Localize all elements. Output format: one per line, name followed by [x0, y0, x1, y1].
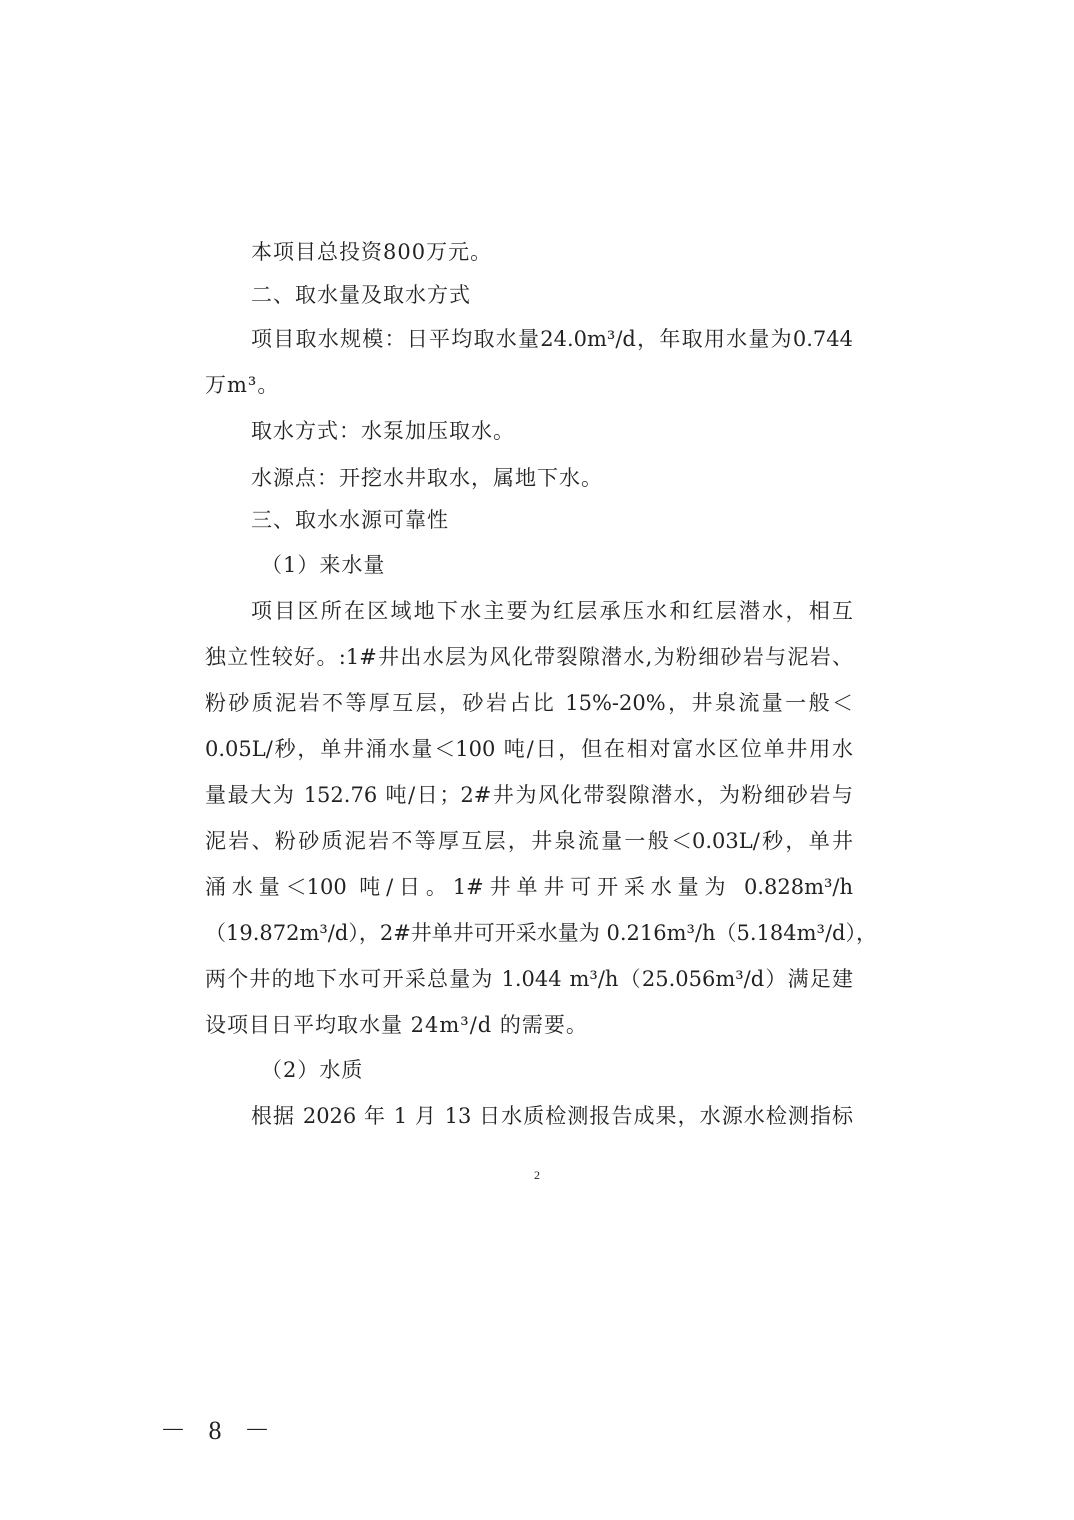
footer-page-number: － 8 － [160, 1416, 279, 1445]
paragraph-line: 两个井的地下水可开采总量为 1.044 m³/h（25.056m³/d）满足建 [205, 967, 853, 991]
paragraph-line: 项目区所在区域地下水主要为红层承压水和红层潜水，相互 [251, 599, 853, 623]
paragraph-line: 取水方式：水泵加压取水。 [251, 419, 515, 443]
paragraph-line: 水源点：开挖水井取水，属地下水。 [251, 466, 603, 490]
section-heading: 二、取水量及取水方式 [251, 283, 471, 307]
subsection-heading: （2）水质 [261, 1058, 364, 1082]
subsection-heading: （1）来水量 [261, 553, 386, 577]
paragraph-line: 0.05L/秒，单井涌水量＜100 吨/日，但在相对富水区位单井用水 [205, 737, 853, 761]
paragraph-line: （19.872m³/d），2#井单井可开采水量为 0.216m³/h（5.184m³/d）， [205, 921, 877, 945]
paragraph-line: 本项目总投资800万元。 [251, 240, 493, 264]
paragraph-line: 涌水量＜100 吨/日。1#井单井可开采水量为 0.828m³/h [205, 875, 853, 899]
paragraph-line: 根据 2026 年 1 月 13 日水质检测报告成果，水源水检测指标 [251, 1104, 853, 1128]
paragraph-line: 设项目日平均取水量 24m³/d 的需要。 [205, 1013, 588, 1037]
paragraph-line: 粉砂质泥岩不等厚互层，砂岩占比 15%-20%，井泉流量一般＜ [205, 691, 853, 715]
paragraph-line: 泥岩、粉砂质泥岩不等厚互层，井泉流量一般＜0.03L/秒，单井 [205, 829, 853, 853]
section-heading: 三、取水水源可靠性 [251, 508, 449, 532]
inner-page-number: 2 [534, 1168, 540, 1182]
paragraph-line: 量最大为 152.76 吨/日；2#井为风化带裂隙潜水，为粉细砂岩与 [205, 783, 853, 807]
paragraph-line: 项目取水规模：日平均取水量24.0m³/d，年取用水量为0.744 [251, 327, 853, 351]
paragraph-line: 独立性较好。:1#井出水层为风化带裂隙潜水,为粉细砂岩与泥岩、 [205, 645, 853, 669]
paragraph-line: 万m³。 [205, 373, 280, 397]
